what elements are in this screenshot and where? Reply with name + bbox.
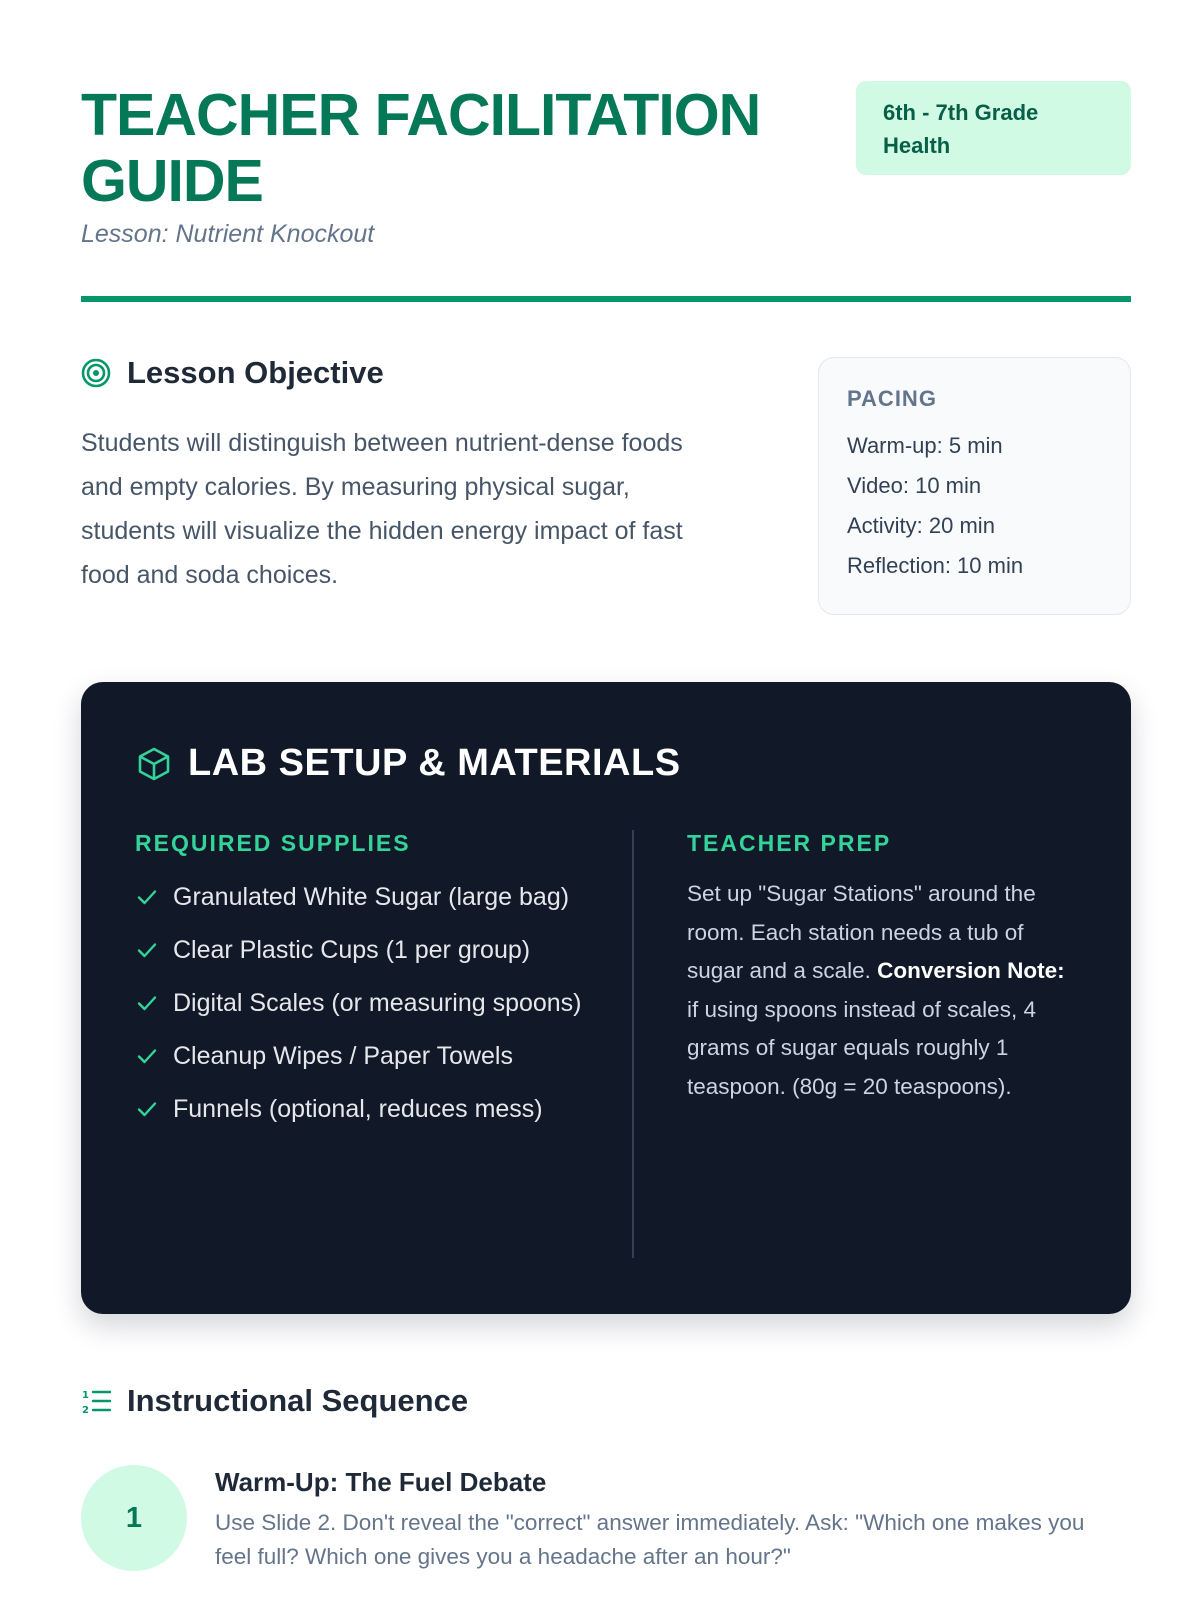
pacing-card: [818, 357, 1131, 615]
lab-setup-card: [81, 682, 1131, 1314]
lab-header: [136, 742, 681, 785]
check-icon: [135, 991, 159, 1015]
column-divider: [632, 830, 634, 1258]
supplies-title: REQUIRED SUPPLIES: [135, 830, 411, 856]
teacher-prep-column: [687, 830, 1082, 1106]
header-divider: [81, 296, 1131, 302]
lesson-objective-section: [81, 355, 721, 597]
lesson-subtitle: Lesson: Nutrient Knockout: [81, 220, 375, 248]
prep-title: TEACHER PREP: [687, 830, 892, 856]
step-body: [215, 1467, 1115, 1574]
grade-badge: 6th - 7th Grade Health: [856, 81, 1131, 175]
check-icon: [135, 1097, 159, 1121]
supplies-column: [135, 830, 585, 1142]
facilitation-guide-page: [81, 0, 1131, 1569]
supply-text: Funnels (optional, reduces mess): [173, 1095, 543, 1123]
page-title: TEACHER FACILITATION GUIDE: [81, 82, 761, 214]
sequence-step: [81, 1465, 1131, 1575]
pacing-list: [847, 426, 1102, 586]
supply-item: [135, 1036, 585, 1076]
supply-item: [135, 983, 585, 1023]
svg-text:1: 1: [82, 1390, 89, 1401]
prep-text-part-1: Set up "Sugar Stations" around the room. Each station needs a tub of sugar and a scale.: [687, 881, 1036, 983]
prep-text-part-2: if using spoons instead of scales, 4 grams of sugar equals roughly 1 teaspoon. (80g = 20 teaspoons).: [687, 996, 1036, 1099]
check-icon: [135, 938, 159, 962]
page-header: [81, 0, 1131, 300]
supply-text: Cleanup Wipes / Paper Towels: [173, 1042, 513, 1070]
pacing-title: PACING: [847, 386, 937, 411]
pacing-item-warmup: Warm-up: 5 min: [847, 433, 1003, 458]
prep-text: [687, 875, 1082, 1106]
lab-heading: LAB SETUP & MATERIALS: [188, 742, 681, 784]
objective-text: Students will distinguish between nutrient-dense foods and empty calories. By measuring physical sugar, students will visualize the hidden energy impact of fast food and soda choices.: [81, 429, 683, 589]
objective-heading: Lesson Objective: [127, 355, 384, 390]
target-icon: [81, 358, 111, 388]
supply-list: [135, 877, 585, 1129]
sequence-heading: Instructional Sequence: [127, 1383, 469, 1418]
pacing-item-activity: Activity: 20 min: [847, 513, 995, 538]
objective-header: [81, 355, 721, 391]
prep-bold-note: Conversion Note:: [877, 958, 1065, 983]
pacing-item-reflection: Reflection: 10 min: [847, 553, 1024, 578]
step-number: 1: [81, 1465, 187, 1571]
supply-item: [135, 1089, 585, 1129]
supply-text: Clear Plastic Cups (1 per group): [173, 936, 531, 964]
check-icon: [135, 885, 159, 909]
svg-text:2: 2: [82, 1405, 89, 1416]
supply-text: Digital Scales (or measuring spoons): [173, 989, 582, 1017]
check-icon: [135, 1044, 159, 1068]
pacing-item-video: Video: 10 min: [847, 473, 982, 498]
step-title: Warm-Up: The Fuel Debate: [215, 1467, 547, 1497]
step-description: Use Slide 2. Don't reveal the "correct" answer immediately. Ask: "Which one makes you feel full? Which one gives you a headache after an hour?": [215, 1510, 1085, 1569]
instructional-sequence-section: [81, 1383, 1131, 1569]
cube-icon: [136, 746, 172, 782]
numbered-list-icon: [81, 1386, 111, 1416]
supply-item: [135, 877, 585, 917]
sequence-header: [81, 1383, 1131, 1419]
supply-item: [135, 930, 585, 970]
supply-text: Granulated White Sugar (large bag): [173, 883, 570, 911]
